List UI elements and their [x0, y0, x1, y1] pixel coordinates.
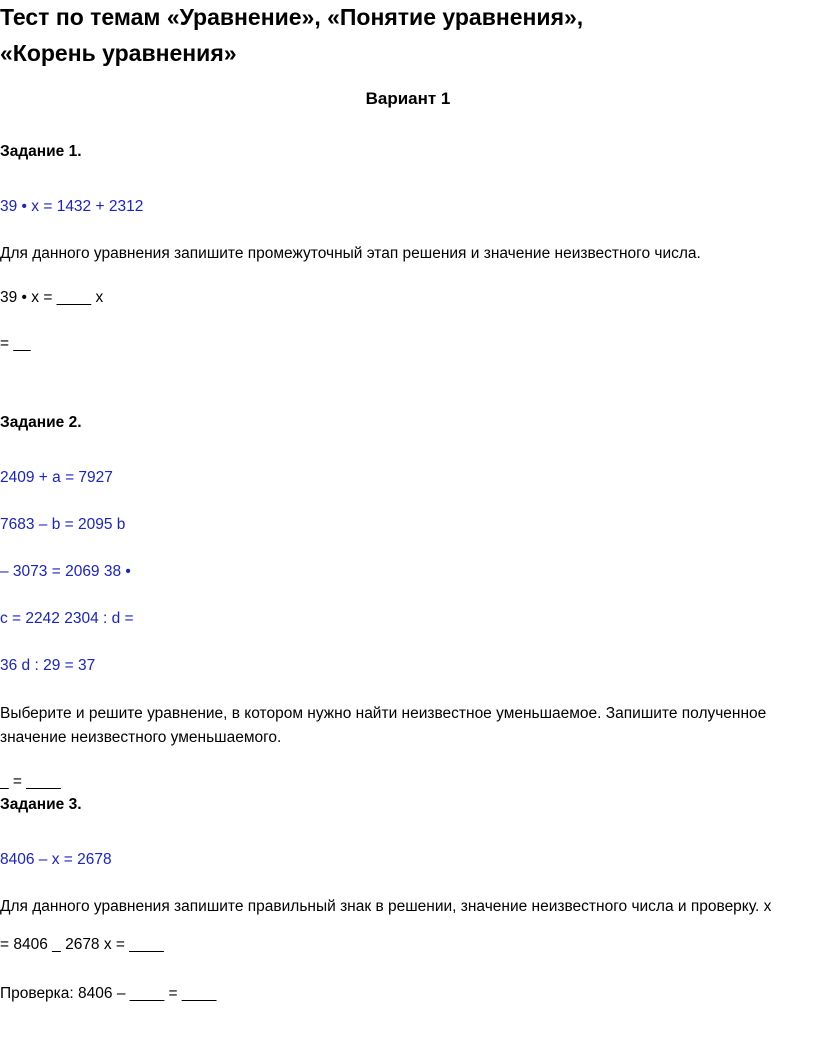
task2-equation-line: 36 d : 29 = 37: [0, 657, 96, 674]
task1-answer-line-1: 39 • x = ____ x: [0, 289, 104, 306]
task1-instruction: Для данного уравнения запишите промежуточный этап решения и значение неизвестного числа.: [0, 245, 701, 262]
task2-equation-line: c = 2242 2304 : d =: [0, 610, 134, 627]
document-title-line-2: «Корень уравнения»: [0, 40, 237, 66]
task3-answer-line-1: = 8406 _ 2678 x = ____: [0, 936, 164, 953]
task2-instruction: Выберите и решите уравнение, в котором нужно найти неизвестное уменьшаемое. Запишите полученное значение неизвестного уменьшаемого.: [0, 705, 767, 746]
task2-equation-line: 7683 – b = 2095 b: [0, 516, 126, 533]
task3-heading: Задание 3.: [0, 796, 82, 813]
task2-heading: Задание 2.: [0, 414, 82, 431]
task3-instruction: Для данного уравнения запишите правильный знак в решении, значение неизвестного числа и проверку. x: [0, 898, 772, 915]
task2-equation-line: 2409 + a = 7927: [0, 469, 113, 486]
variant-heading: Вариант 1: [365, 89, 451, 108]
task2-answer: _ = ____: [0, 773, 61, 790]
document-title-line-1: Тест по темам «Уравнение», «Понятие уравнения»,: [0, 4, 584, 30]
task1-answer-line-2: = __: [0, 335, 31, 352]
task2-equation-line: – 3073 = 2069 38 •: [0, 563, 131, 580]
task3-equation: 8406 – x = 2678: [0, 851, 112, 868]
task3-answer-line-2: Проверка: 8406 – ____ = ____: [0, 985, 217, 1002]
task1-heading: Задание 1.: [0, 143, 82, 160]
task1-equation: 39 • x = 1432 + 2312: [0, 198, 144, 215]
